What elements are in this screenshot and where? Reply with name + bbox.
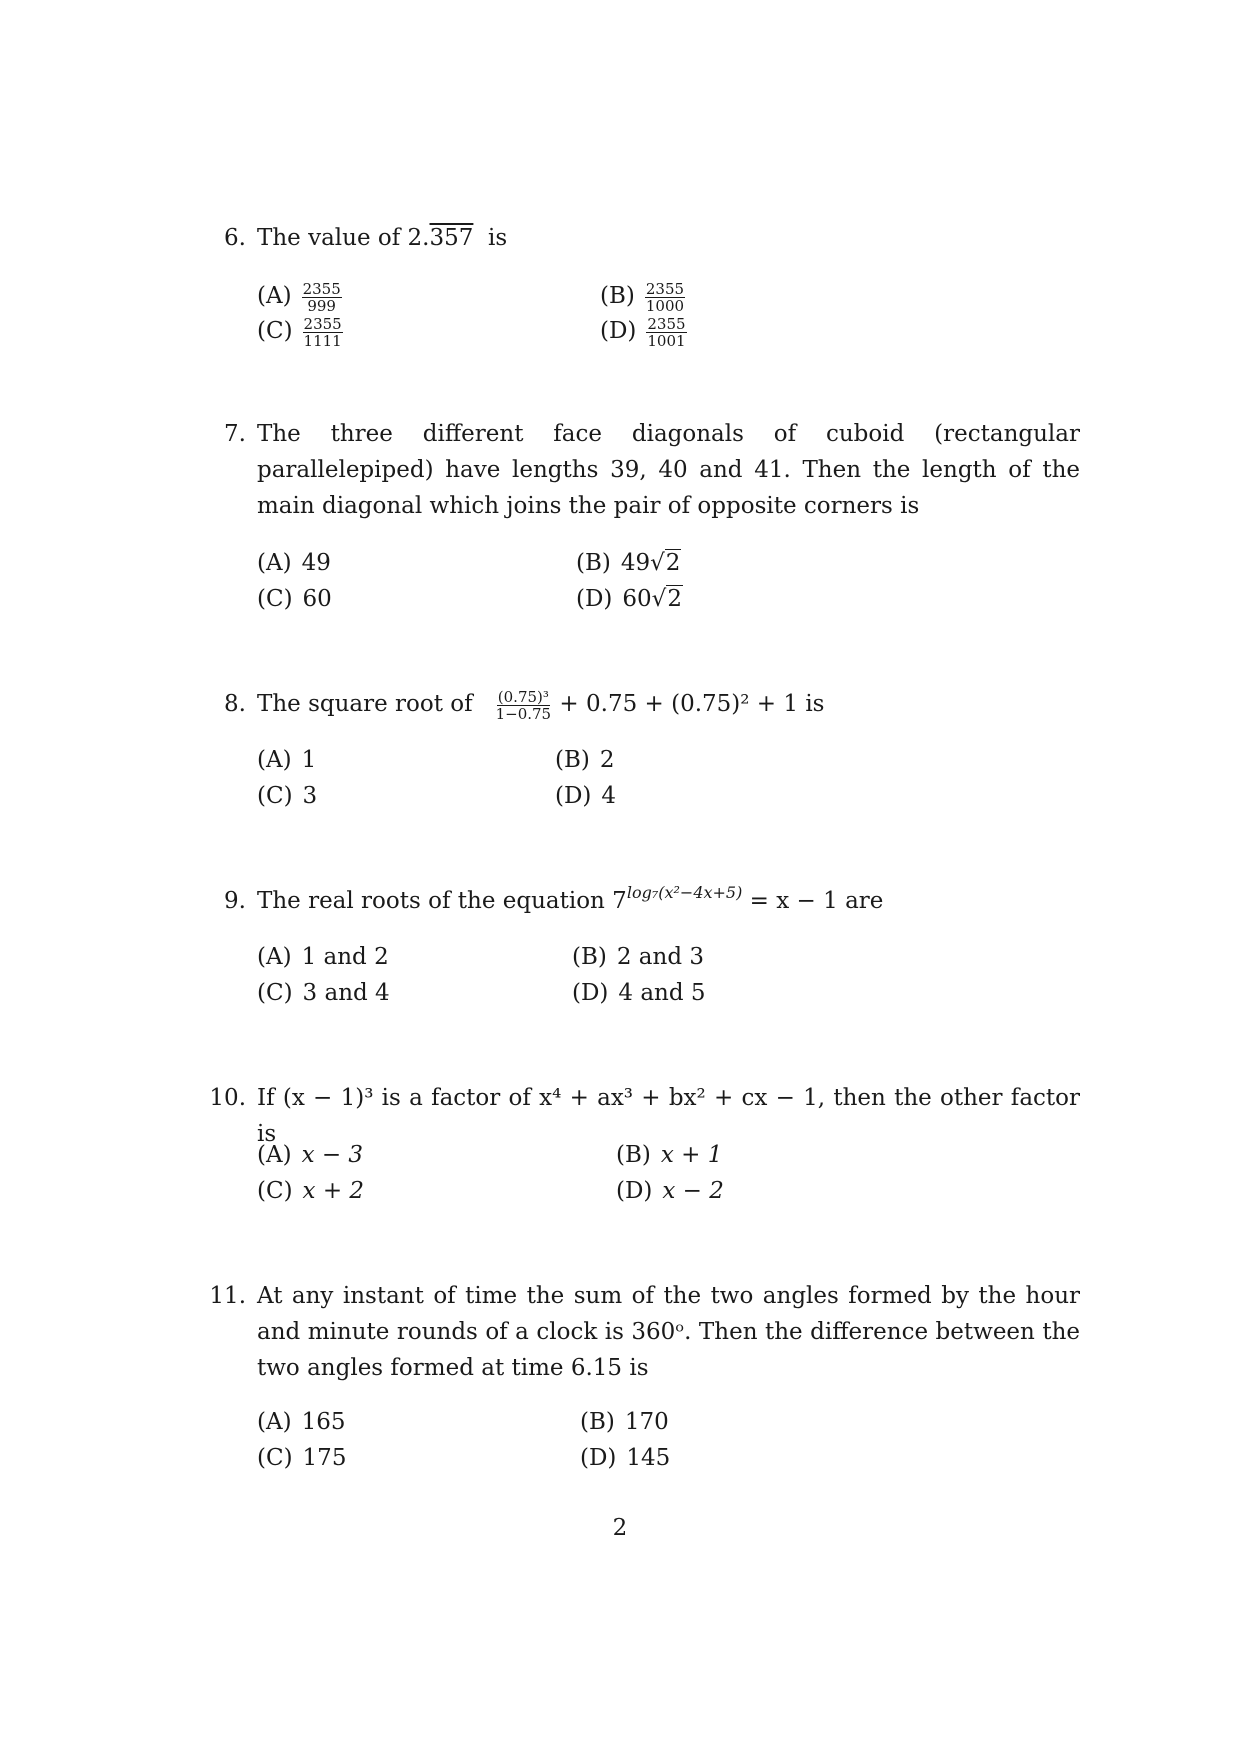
option-value: 1 and 2	[301, 944, 389, 970]
option-b	[600, 278, 685, 314]
option-label: (C)	[257, 783, 293, 809]
option-label: (A)	[257, 283, 292, 309]
option-value: 4 and 5	[618, 980, 706, 1006]
option-c	[257, 975, 390, 1011]
option-d	[572, 975, 706, 1011]
option-label: (D)	[572, 980, 609, 1006]
option-a	[257, 939, 389, 975]
option-value: 2 and 3	[616, 944, 704, 970]
option-label: (D)	[600, 318, 637, 344]
option-b	[576, 545, 681, 581]
option-value: x − 2	[662, 1178, 724, 1204]
option-label: (D)	[555, 783, 592, 809]
option-c	[257, 778, 317, 814]
option-label: (B)	[576, 550, 611, 576]
option-label: (D)	[616, 1178, 653, 1204]
denominator: 1001	[647, 331, 686, 350]
exponent: log₇(x²−4x+5)	[626, 883, 743, 902]
option-label: (B)	[616, 1142, 651, 1168]
fraction	[303, 316, 343, 349]
square-root: √2	[651, 586, 682, 612]
option-value: 60	[622, 586, 652, 612]
option-value: 4	[601, 783, 617, 809]
option-value: x − 3	[301, 1142, 364, 1168]
fraction	[495, 689, 553, 722]
option-value: 2	[599, 747, 615, 773]
option-label: (B)	[572, 944, 607, 970]
question-number: 7.	[224, 421, 246, 447]
option-c	[257, 1440, 346, 1476]
question-text-part: The square root of	[257, 691, 473, 717]
option-a	[257, 1404, 345, 1440]
radicand: 2	[667, 586, 682, 612]
option-a	[257, 278, 342, 314]
option-c	[257, 1173, 364, 1209]
option-value: 165	[301, 1409, 346, 1435]
question-text	[257, 686, 1080, 722]
square-root: √2	[650, 550, 681, 576]
question-text: If (x − 1)³ is a factor of x⁴ + ax³ + bx² + cx − 1, then the other factor is	[257, 1085, 1080, 1147]
option-b	[572, 939, 704, 975]
question-text-part: = x − 1 are	[749, 888, 884, 914]
question-number: 10.	[209, 1085, 246, 1111]
option-c	[257, 581, 332, 617]
question-text: The three different face diagonals of cuboid (rectangular parallelepiped) have lengths 39, 40 and 41. Then the length of the main diagonal which joins the pair of opposite corners is	[257, 421, 1080, 519]
question-number: 11.	[209, 1283, 246, 1309]
numerator: 2355	[645, 279, 685, 298]
option-a	[257, 742, 316, 778]
option-label: (B)	[580, 1409, 615, 1435]
question-number: 8.	[224, 691, 246, 717]
denominator: 1−0.75	[495, 704, 552, 723]
page-number: 2	[612, 1515, 628, 1541]
option-label: (B)	[600, 283, 635, 309]
option-value: 1	[301, 747, 317, 773]
question-text	[257, 883, 1080, 919]
option-d	[580, 1440, 670, 1476]
option-label: (C)	[257, 980, 293, 1006]
option-value: 49	[620, 550, 651, 576]
option-label: (D)	[580, 1445, 617, 1471]
option-value: 3 and 4	[302, 980, 390, 1006]
option-value: x + 2	[302, 1178, 365, 1204]
option-a	[257, 1137, 363, 1173]
option-label: (A)	[257, 944, 292, 970]
denominator: 1111	[303, 331, 342, 350]
question-number: 6.	[224, 225, 246, 251]
fraction	[645, 281, 685, 314]
question-text: At any instant of time the sum of the two angles formed by the hour and minute rounds of a clock is 360ᵒ. Then the difference between the two angles formed at time 6.15 is	[257, 1283, 1080, 1381]
option-d	[555, 778, 616, 814]
option-value: 49	[301, 550, 331, 576]
question-text-part: The value of 2.	[257, 225, 430, 251]
option-b	[580, 1404, 669, 1440]
option-label: (D)	[576, 586, 613, 612]
option-label: (A)	[257, 747, 292, 773]
option-label: (B)	[555, 747, 590, 773]
numerator: 2355	[302, 279, 341, 298]
option-b	[616, 1137, 722, 1173]
option-c	[257, 313, 343, 349]
option-d	[616, 1173, 724, 1209]
option-value: 3	[302, 783, 318, 809]
numerator: 2355	[647, 314, 686, 333]
option-value: 170	[624, 1409, 669, 1435]
option-label: (C)	[257, 318, 293, 344]
option-a	[257, 545, 331, 581]
fraction	[646, 316, 686, 349]
option-value: 145	[626, 1445, 671, 1471]
option-label: (A)	[257, 550, 292, 576]
question-text-part: The real roots of the equation 7	[257, 888, 627, 914]
question-number: 9.	[224, 888, 246, 914]
option-label: (C)	[257, 1178, 293, 1204]
denominator: 1000	[645, 296, 685, 315]
radicand: 2	[665, 550, 681, 576]
option-value: x + 1	[660, 1142, 723, 1168]
option-d	[576, 581, 683, 617]
option-b	[555, 742, 615, 778]
numerator: 2355	[303, 314, 342, 333]
denominator: 999	[307, 296, 336, 315]
question-text-part: is	[488, 225, 508, 251]
question-text-part: + 0.75 + (0.75)² + 1 is	[559, 691, 825, 717]
question-text	[257, 220, 1080, 256]
option-label: (C)	[257, 586, 293, 612]
option-label: (A)	[257, 1142, 292, 1168]
numerator: (0.75)³	[497, 687, 549, 706]
option-label: (A)	[257, 1409, 292, 1435]
option-value: 175	[302, 1445, 347, 1471]
option-d	[600, 313, 687, 349]
option-value: 60	[302, 586, 332, 612]
fraction	[302, 281, 342, 314]
option-label: (C)	[257, 1445, 293, 1471]
repeating-digits: 357	[429, 225, 474, 251]
